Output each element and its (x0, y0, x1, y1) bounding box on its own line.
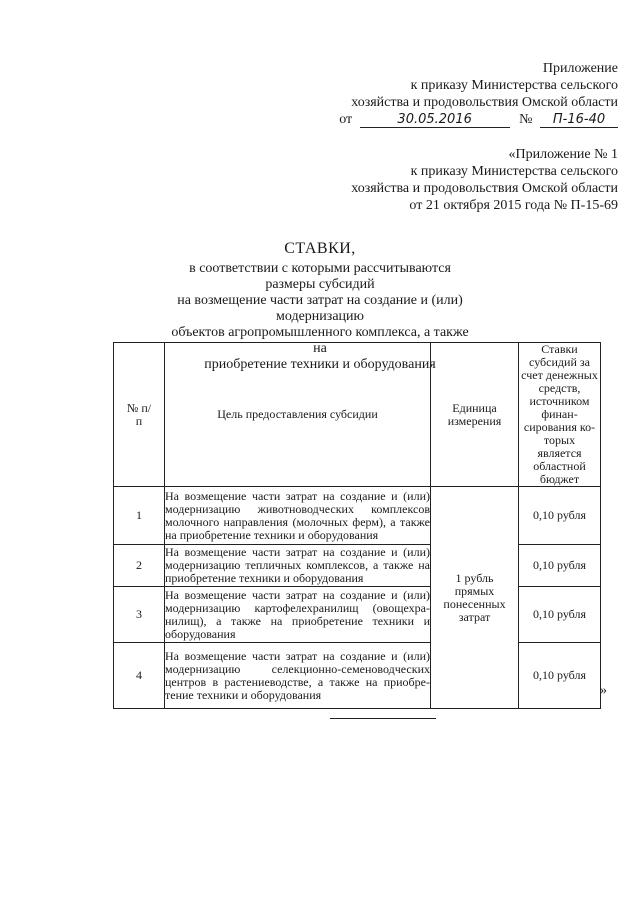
row-number: 4 (114, 643, 165, 709)
document-title: СТАВКИ, (284, 240, 356, 257)
header-goal: Цель предоставления субсидии (165, 343, 431, 487)
row-goal: На возмещение части затрат на создание и (или) модернизацию селекционно-семеноводческих центров в растениеводстве, а также на приобретение техники и оборудования (165, 643, 431, 709)
subtitle-line: объектов агропромышленного комплекса, а также на (171, 325, 469, 356)
row-goal: На возмещение части затрат на создание и (или) модернизацию тепличных комплексов, а также на приобретение техники и оборудования (165, 545, 430, 585)
row-rate: 0,10 рубля (519, 545, 601, 587)
table-row (114, 545, 601, 587)
original-appendix-line: от 21 октября 2015 года № П-15-69 (409, 198, 618, 213)
date-prefix: от (339, 112, 353, 127)
row-number: 1 (114, 487, 165, 545)
table-header-row (114, 343, 601, 487)
original-appendix-line: хозяйства и продовольствия Омской области (351, 181, 618, 196)
order-date-number-line (339, 111, 618, 128)
row-goal: На возмещение части затрат на создание и (или) модернизацию картофелехранилищ (овощехранилищ), а также на приобретение техники и оборудования (165, 587, 430, 641)
row-number: 3 (114, 587, 165, 643)
appendix-line: к приказу Министерства сельского (410, 78, 618, 93)
number-prefix: № (519, 112, 533, 127)
table-row (114, 487, 601, 545)
original-appendix-reference (351, 146, 618, 214)
appendix-line: Приложение (542, 61, 618, 76)
header-number: № п/п (114, 343, 165, 487)
closing-quote: » (600, 683, 607, 698)
original-appendix-line: «Приложение № 1 (508, 147, 618, 162)
subsidy-rates-table (113, 342, 601, 709)
row-number: 2 (114, 545, 165, 587)
subtitle-line: в соответствии с которыми рассчитываются размеры субсидий (189, 261, 451, 292)
header-unit: Единица измерения (431, 343, 519, 487)
handwritten-order-number: П-16-40 (540, 113, 618, 128)
unit-of-measure: 1 рубль прямых понесенных затрат (431, 487, 519, 709)
header-rate: Ставки субсидий за счет денежных средств, источником финансирования которых является областной бюджет (519, 343, 601, 487)
subtitle-line: на возмещение части затрат на создание и (или) модернизацию (177, 293, 463, 324)
appendix-header (339, 60, 618, 128)
row-rate: 0,10 рубля (519, 643, 601, 709)
row-goal: На возмещение части затрат на создание и (или) модернизацию животноводческих комплексов молочного направления (молочных ферм), а также на приобретение техники и оборудования (165, 487, 431, 545)
handwritten-date: 30.05.2016 (360, 113, 510, 128)
end-divider-line (330, 718, 436, 719)
original-appendix-line: к приказу Министерства сельского (410, 164, 618, 179)
subtitle-line: приобретение техники и оборудования (204, 357, 436, 372)
appendix-line: хозяйства и продовольствия Омской области (351, 95, 618, 110)
row-rate: 0,10 рубля (519, 587, 601, 643)
table-row (114, 587, 601, 643)
row-rate: 0,10 рубля (519, 487, 601, 545)
table-row (114, 643, 601, 709)
